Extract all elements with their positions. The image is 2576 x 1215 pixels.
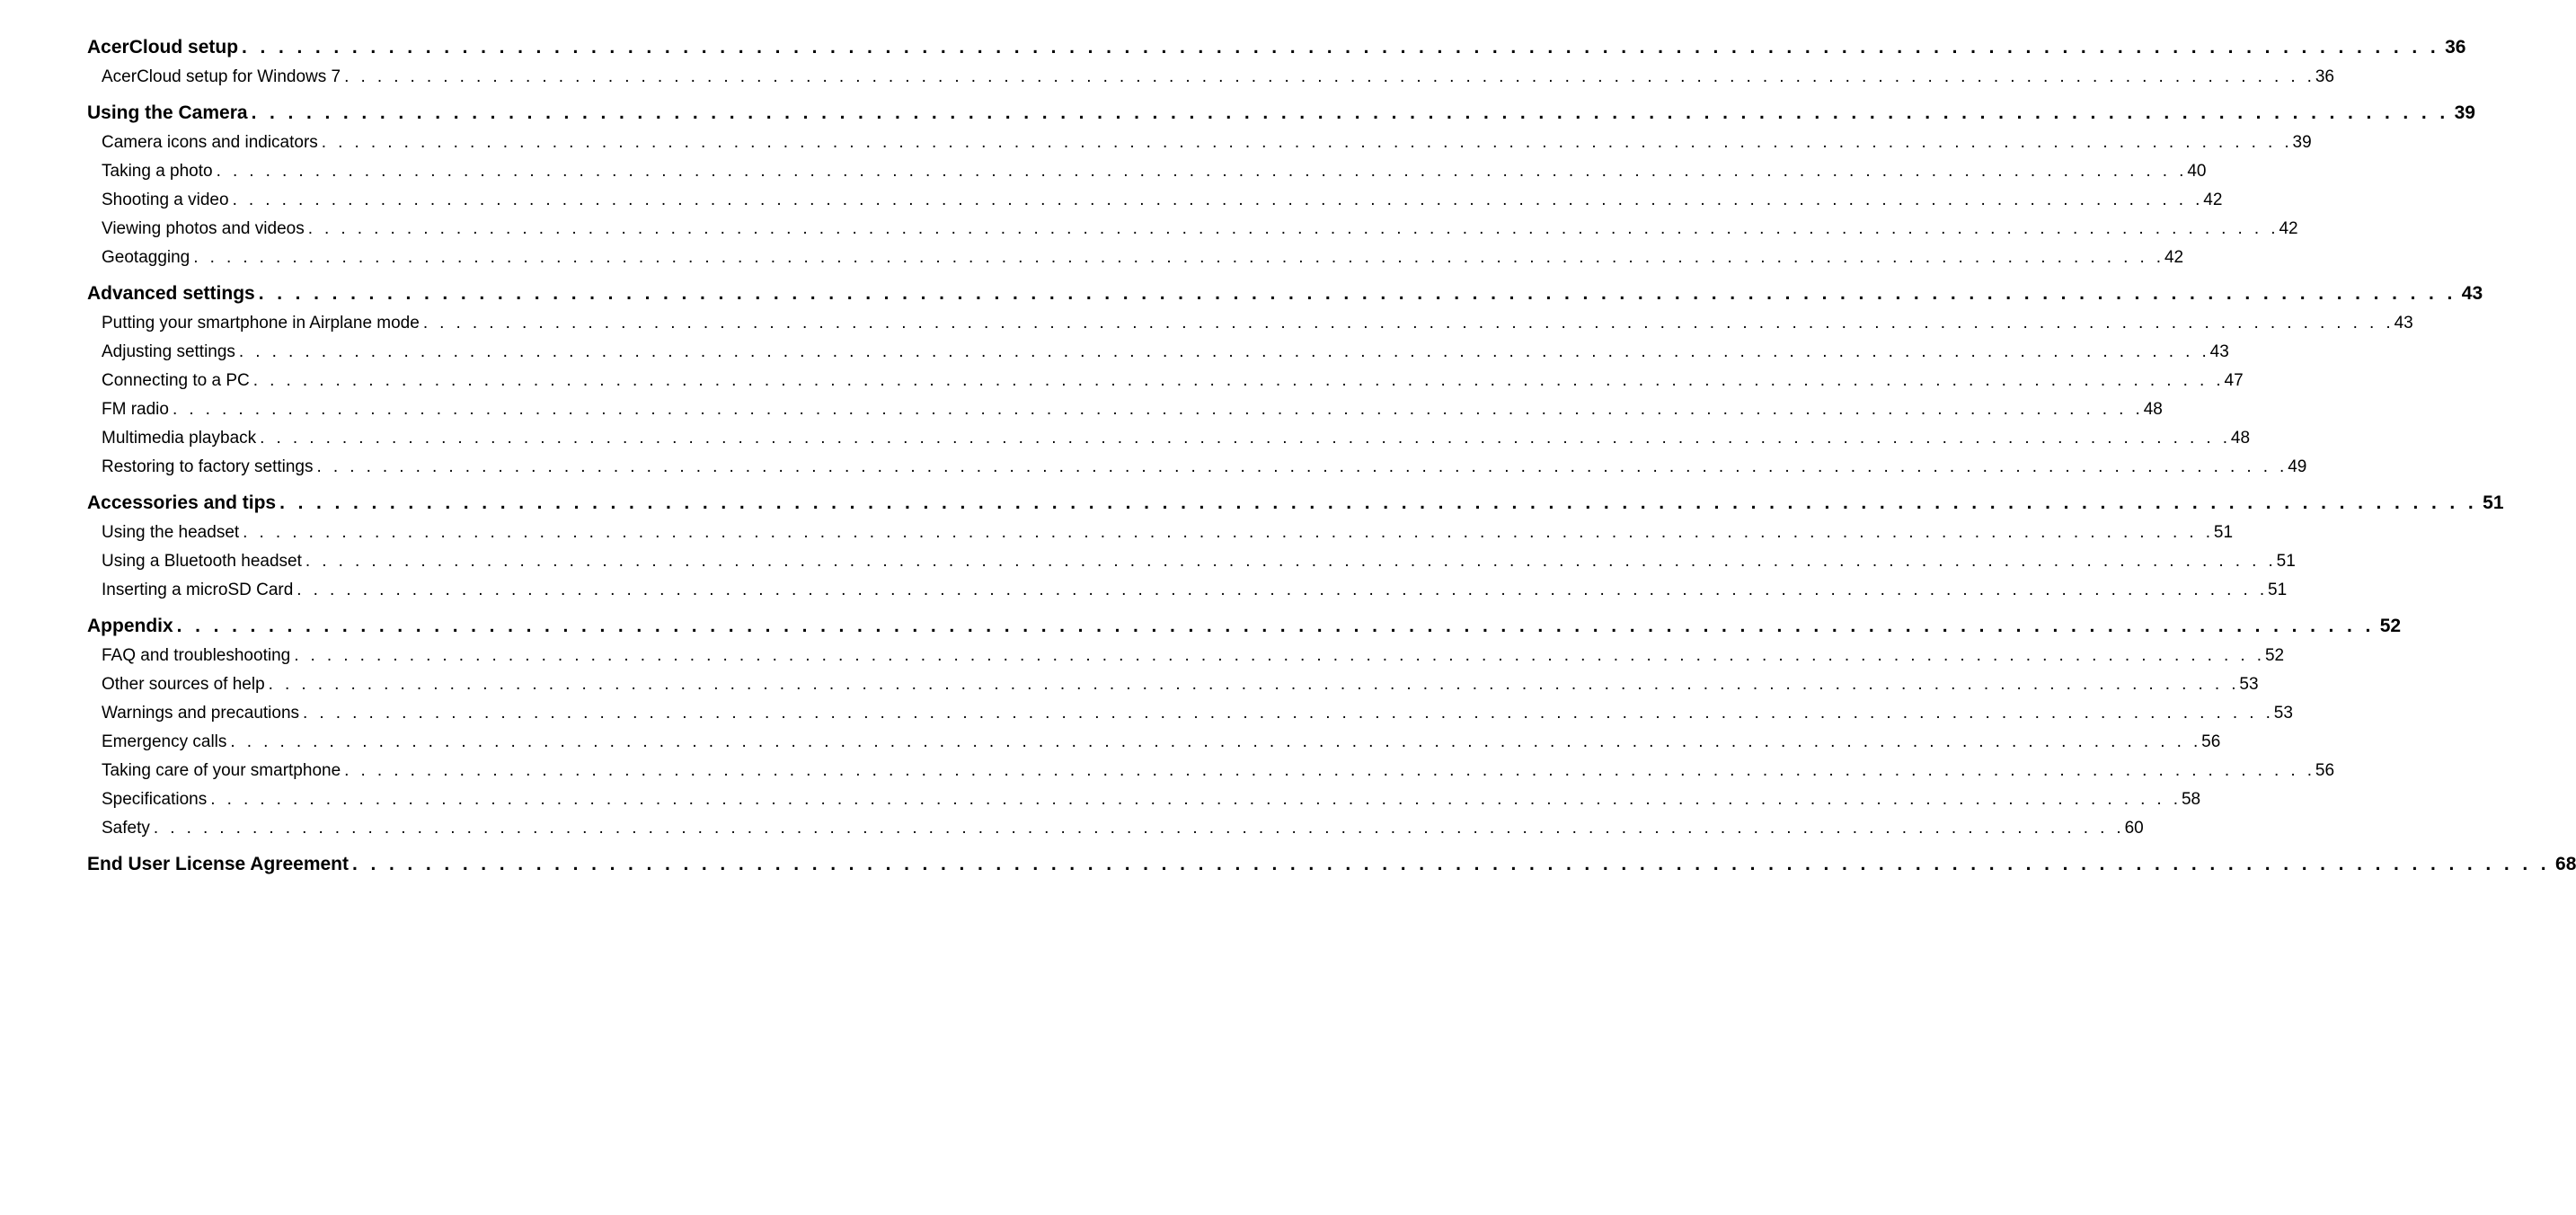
toc-heading-page-number: 39 (2454, 102, 2475, 123)
toc-entry-page-number: 52 (2264, 646, 2285, 665)
toc-entry-page-number: 42 (2203, 191, 2223, 209)
toc-entry-title: Multimedia playback (102, 429, 257, 448)
toc-entry[interactable] (87, 63, 2334, 92)
dot-leader: . . . . . . . . . . . . . . . . . . . . . . . . . . . . . . . . . . . . . . . . . . . . . . . . . . . . . . . . . . . . . . . . . . . . . . . . . . . . . . . . . . . . . . . . . . . . . . . . . . . . . . . . . . . . . . . . . . . . . . . . (216, 162, 2188, 181)
toc-section (87, 32, 2466, 92)
toc-entry[interactable] (87, 699, 2293, 728)
dot-leader: . . . . . . . . . . . . . . . . . . . . . . . . . . . . . . . . . . . . . . . . . . . . . . . . . . . . . . . . . . . . . . . . . . . . . . . . . . . . . . . . . . . . . . . . . . . . . . . . . . . . . . . . . . . . . . . . . . . . . . . . (232, 191, 2204, 209)
dot-leader: . . . . . . . . . . . . . . . . . . . . . . . . . . . . . . . . . . . . . . . . . . . . . . . . . . . . . . . . . . . . . . . . . . . . . . . . . . . . . . . . . . . . . . . . . . . . . . . . . . . . . . . . . . . . . . . . . . . . . . . . (352, 854, 2551, 874)
toc-entry-title: Camera icons and indicators (102, 133, 318, 152)
toc-heading-page-number: 52 (2379, 616, 2402, 636)
dot-leader: . . . . . . . . . . . . . . . . . . . . . . . . . . . . . . . . . . . . . . . . . . . . . . . . . . . . . . . . . . . . . . . . . . . . . . . . . . . . . . . . . . . . . . . . . . . . . . . . . . . . . . . . . . . . . . . . . . . . . . . . (251, 102, 2449, 123)
toc-entry-page-number: 60 (2124, 819, 2144, 838)
dot-leader: . . . . . . . . . . . . . . . . . . . . . . . . . . . . . . . . . . . . . . . . . . . . . . . . . . . . . . . . . . . . . . . . . . . . . . . . . . . . . . . . . . . . . . . . . . . . . . . . . . . . . . . . . . . . . . . . . . . . . . . . (268, 675, 2240, 694)
dot-leader: . . . . . . . . . . . . . . . . . . . . . . . . . . . . . . . . . . . . . . . . . . . . . . . . . . . . . . . . . . . . . . . . . . . . . . . . . . . . . . . . . . . . . . . . . . . . . . . . . . . . . . . . . . . . . . . . . . . . . . . . (176, 616, 2375, 636)
toc-section (87, 279, 2483, 482)
toc-entry-title: Using the headset (102, 523, 240, 542)
toc-heading-title: AcerCloud setup (87, 37, 239, 58)
toc-entry-page-number: 48 (2230, 429, 2251, 448)
toc-heading[interactable] (87, 488, 2504, 519)
toc-entry-page-number: 43 (2209, 342, 2229, 361)
toc-entry[interactable] (87, 576, 2288, 605)
toc-entry[interactable] (87, 547, 2296, 576)
toc-entry[interactable] (87, 785, 2201, 814)
toc-entry-title: Inserting a microSD Card (102, 581, 294, 599)
toc-entry-page-number: 51 (2268, 581, 2288, 599)
dot-leader: . . . . . . . . . . . . . . . . . . . . . . . . . . . . . . . . . . . . . . . . . . . . . . . . . . . . . . . . . . . . . . . . . . . . . . . . . . . . . . . . . . . . . . . . . . . . . . . . . . . . . . . . . . . . . . . . . . . . . . . . (297, 581, 2269, 599)
toc-entry-page-number: 40 (2187, 162, 2207, 181)
toc-entry-title: Taking a photo (102, 162, 213, 181)
toc-heading-title: End User License Agreement (87, 854, 349, 874)
toc-section (87, 488, 2504, 605)
toc-heading-page-number: 51 (2483, 492, 2504, 513)
toc-entry[interactable] (87, 670, 2259, 699)
toc-heading-title: Using the Camera (87, 102, 248, 123)
toc-entry[interactable] (87, 244, 2184, 272)
toc-entry-title: Safety (102, 819, 150, 838)
dot-leader: . . . . . . . . . . . . . . . . . . . . . . . . . . . . . . . . . . . . . . . . . . . . . . . . . . . . . . . . . . . . . . . . . . . . . . . . . . . . . . . . . . . . . . . . . . . . . . . . . . . . . . . . . . . . . . . . . . . . . . . . (258, 283, 2456, 304)
toc-heading[interactable] (87, 279, 2483, 309)
toc-entry[interactable] (87, 395, 2163, 424)
toc-entry-page-number: 42 (2279, 219, 2298, 238)
dot-leader: . . . . . . . . . . . . . . . . . . . . . . . . . . . . . . . . . . . . . . . . . . . . . . . . . . . . . . . . . . . . . . . . . . . . . . . . . . . . . . . . . . . . . . . . . . . . . . . . . . . . . . . . . . . . . . . . . . . . . . . . (344, 761, 2315, 780)
toc-entry[interactable] (87, 757, 2335, 785)
toc-entry-title: Restoring to factory settings (102, 457, 314, 476)
toc-section (87, 98, 2475, 272)
toc-entry-title: FM radio (102, 400, 169, 419)
toc-entry-page-number: 58 (2181, 790, 2201, 809)
toc-heading-title: Advanced settings (87, 283, 255, 304)
dot-leader: . . . . . . . . . . . . . . . . . . . . . . . . . . . . . . . . . . . . . . . . . . . . . . . . . . . . . . . . . . . . . . . . . . . . . . . . . . . . . . . . . . . . . . . . . . . . . . . . . . . . . . . . . . . . . . . . . . . . . . . . (243, 523, 2214, 542)
toc-entry[interactable] (87, 728, 2221, 757)
toc-entry[interactable] (87, 814, 2144, 843)
toc-entry[interactable] (87, 129, 2312, 157)
toc-entry[interactable] (87, 367, 2244, 395)
dot-leader: . . . . . . . . . . . . . . . . . . . . . . . . . . . . . . . . . . . . . . . . . . . . . . . . . . . . . . . . . . . . . . . . . . . . . . . . . . . . . . . . . . . . . . . . . . . . . . . . . . . . . . . . . . . . . . . . . . . . . . . . (242, 37, 2440, 58)
dot-leader: . . . . . . . . . . . . . . . . . . . . . . . . . . . . . . . . . . . . . . . . . . . . . . . . . . . . . . . . . . . . . . . . . . . . . . . . . . . . . . . . . . . . . . . . . . . . . . . . . . . . . . . . . . . . . . . . . . . . . . . . (422, 314, 2395, 333)
toc-heading-page-number: 68 (2555, 854, 2576, 874)
dot-leader: . . . . . . . . . . . . . . . . . . . . . . . . . . . . . . . . . . . . . . . . . . . . . . . . . . . . . . . . . . . . . . . . . . . . . . . . . . . . . . . . . . . . . . . . . . . . . . . . . . . . . . . . . . . . . . . . . . . . . . . . (344, 67, 2315, 86)
toc-entry-page-number: 42 (2164, 248, 2184, 267)
dot-leader: . . . . . . . . . . . . . . . . . . . . . . . . . . . . . . . . . . . . . . . . . . . . . . . . . . . . . . . . . . . . . . . . . . . . . . . . . . . . . . . . . . . . . . . . . . . . . . . . . . . . . . . . . . . . . . . . . . . . . . . . (321, 133, 2293, 152)
toc-entry-page-number: 49 (2288, 457, 2307, 476)
dot-leader: . . . . . . . . . . . . . . . . . . . . . . . . . . . . . . . . . . . . . . . . . . . . . . . . . . . . . . . . . . . . . . . . . . . . . . . . . . . . . . . . . . . . . . . . . . . . . . . . . . . . . . . . . . . . . . . . . . . . . . . . (230, 732, 2202, 751)
dot-leader: . . . . . . . . . . . . . . . . . . . . . . . . . . . . . . . . . . . . . . . . . . . . . . . . . . . . . . . . . . . . . . . . . . . . . . . . . . . . . . . . . . . . . . . . . . . . . . . . . . . . . . . . . . . . . . . . . . . . . . . . (307, 219, 2279, 238)
toc-entry-page-number: 53 (2273, 704, 2293, 723)
dot-leader: . . . . . . . . . . . . . . . . . . . . . . . . . . . . . . . . . . . . . . . . . . . . . . . . . . . . . . . . . . . . . . . . . . . . . . . . . . . . . . . . . . . . . . . . . . . . . . . . . . . . . . . . . . . . . . . . . . . . . . . . (210, 790, 2182, 809)
toc-heading-title: Accessories and tips (87, 492, 277, 513)
toc-entry-page-number: 56 (2201, 732, 2221, 751)
toc-entry-title: AcerCloud setup for Windows 7 (102, 67, 341, 86)
toc-entry-title: Specifications (102, 790, 208, 809)
dot-leader: . . . . . . . . . . . . . . . . . . . . . . . . . . . . . . . . . . . . . . . . . . . . . . . . . . . . . . . . . . . . . . . . . . . . . . . . . . . . . . . . . . . . . . . . . . . . . . . . . . . . . . . . . . . . . . . . . . . . . . . . (153, 819, 2125, 838)
dot-leader: . . . . . . . . . . . . . . . . . . . . . . . . . . . . . . . . . . . . . . . . . . . . . . . . . . . . . . . . . . . . . . . . . . . . . . . . . . . . . . . . . . . . . . . . . . . . . . . . . . . . . . . . . . . . . . . . . . . . . . . . (193, 248, 2164, 267)
toc-heading[interactable] (87, 98, 2475, 129)
toc-entry-page-number: 53 (2239, 675, 2259, 694)
toc-entry[interactable] (87, 642, 2285, 670)
toc-heading-page-number: 43 (2461, 283, 2483, 304)
toc-heading-title: Appendix (87, 616, 173, 636)
toc-entry-title: Taking care of your smartphone (102, 761, 341, 780)
dot-leader: . . . . . . . . . . . . . . . . . . . . . . . . . . . . . . . . . . . . . . . . . . . . . . . . . . . . . . . . . . . . . . . . . . . . . . . . . . . . . . . . . . . . . . . . . . . . . . . . . . . . . . . . . . . . . . . . . . . . . . . . (172, 400, 2144, 419)
toc-entry-title: Viewing photos and videos (102, 219, 305, 238)
toc-entry-page-number: 39 (2292, 133, 2312, 152)
toc-entry-page-number: 51 (2213, 523, 2234, 542)
dot-leader: . . . . . . . . . . . . . . . . . . . . . . . . . . . . . . . . . . . . . . . . . . . . . . . . . . . . . . . . . . . . . . . . . . . . . . . . . . . . . . . . . . . . . . . . . . . . . . . . . . . . . . . . . . . . . . . . . . . . . . . . (238, 342, 2210, 361)
toc-entry-page-number: 51 (2276, 552, 2296, 571)
toc-entry-page-number: 43 (2394, 314, 2413, 333)
toc-section (87, 611, 2402, 843)
dot-leader: . . . . . . . . . . . . . . . . . . . . . . . . . . . . . . . . . . . . . . . . . . . . . . . . . . . . . . . . . . . . . . . . . . . . . . . . . . . . . . . . . . . . . . . . . . . . . . . . . . . . . . . . . . . . . . . . . . . . . . . . (303, 704, 2274, 723)
toc-heading[interactable] (87, 849, 2576, 880)
toc-heading[interactable] (87, 32, 2466, 63)
toc-heading-page-number: 36 (2445, 37, 2466, 58)
dot-leader: . . . . . . . . . . . . . . . . . . . . . . . . . . . . . . . . . . . . . . . . . . . . . . . . . . . . . . . . . . . . . . . . . . . . . . . . . . . . . . . . . . . . . . . . . . . . . . . . . . . . . . . . . . . . . . . . . . . . . . . . (252, 371, 2225, 390)
toc-entry-title: Emergency calls (102, 732, 227, 751)
toc-entry-page-number: 47 (2224, 371, 2244, 390)
toc-entry-page-number: 48 (2143, 400, 2163, 419)
toc-entry-title: FAQ and troubleshooting (102, 646, 291, 665)
toc-section (87, 849, 2576, 880)
table-of-contents (87, 32, 2576, 880)
toc-entry-page-number: 56 (2315, 761, 2335, 780)
toc-heading[interactable] (87, 611, 2402, 642)
dot-leader: . . . . . . . . . . . . . . . . . . . . . . . . . . . . . . . . . . . . . . . . . . . . . . . . . . . . . . . . . . . . . . . . . . . . . . . . . . . . . . . . . . . . . . . . . . . . . . . . . . . . . . . . . . . . . . . . . . . . . . . . (260, 429, 2231, 448)
toc-entry[interactable] (87, 309, 2413, 338)
toc-entry-title: Putting your smartphone in Airplane mode (102, 314, 420, 333)
toc-entry-page-number: 36 (2315, 67, 2334, 86)
dot-leader: . . . . . . . . . . . . . . . . . . . . . . . . . . . . . . . . . . . . . . . . . . . . . . . . . . . . . . . . . . . . . . . . . . . . . . . . . . . . . . . . . . . . . . . . . . . . . . . . . . . . . . . . . . . . . . . . . . . . . . . . (316, 457, 2288, 476)
toc-entry[interactable] (87, 453, 2307, 482)
toc-entry-title: Warnings and precautions (102, 704, 300, 723)
toc-entry[interactable] (87, 338, 2229, 367)
toc-entry[interactable] (87, 186, 2223, 215)
toc-entry-title: Geotagging (102, 248, 190, 267)
toc-entry[interactable] (87, 215, 2298, 244)
dot-leader: . . . . . . . . . . . . . . . . . . . . . . . . . . . . . . . . . . . . . . . . . . . . . . . . . . . . . . . . . . . . . . . . . . . . . . . . . . . . . . . . . . . . . . . . . . . . . . . . . . . . . . . . . . . . . . . . . . . . . . . . (279, 492, 2478, 513)
toc-entry-title: Using a Bluetooth headset (102, 552, 302, 571)
toc-entry-title: Shooting a video (102, 191, 229, 209)
toc-entry[interactable] (87, 519, 2234, 547)
dot-leader: . . . . . . . . . . . . . . . . . . . . . . . . . . . . . . . . . . . . . . . . . . . . . . . . . . . . . . . . . . . . . . . . . . . . . . . . . . . . . . . . . . . . . . . . . . . . . . . . . . . . . . . . . . . . . . . . . . . . . . . . (305, 552, 2277, 571)
dot-leader: . . . . . . . . . . . . . . . . . . . . . . . . . . . . . . . . . . . . . . . . . . . . . . . . . . . . . . . . . . . . . . . . . . . . . . . . . . . . . . . . . . . . . . . . . . . . . . . . . . . . . . . . . . . . . . . . . . . . . . . . (294, 646, 2265, 665)
toc-entry-title: Connecting to a PC (102, 371, 250, 390)
toc-entry-title: Other sources of help (102, 675, 265, 694)
toc-entry[interactable] (87, 157, 2207, 186)
toc-entry-title: Adjusting settings (102, 342, 235, 361)
toc-entry[interactable] (87, 424, 2251, 453)
